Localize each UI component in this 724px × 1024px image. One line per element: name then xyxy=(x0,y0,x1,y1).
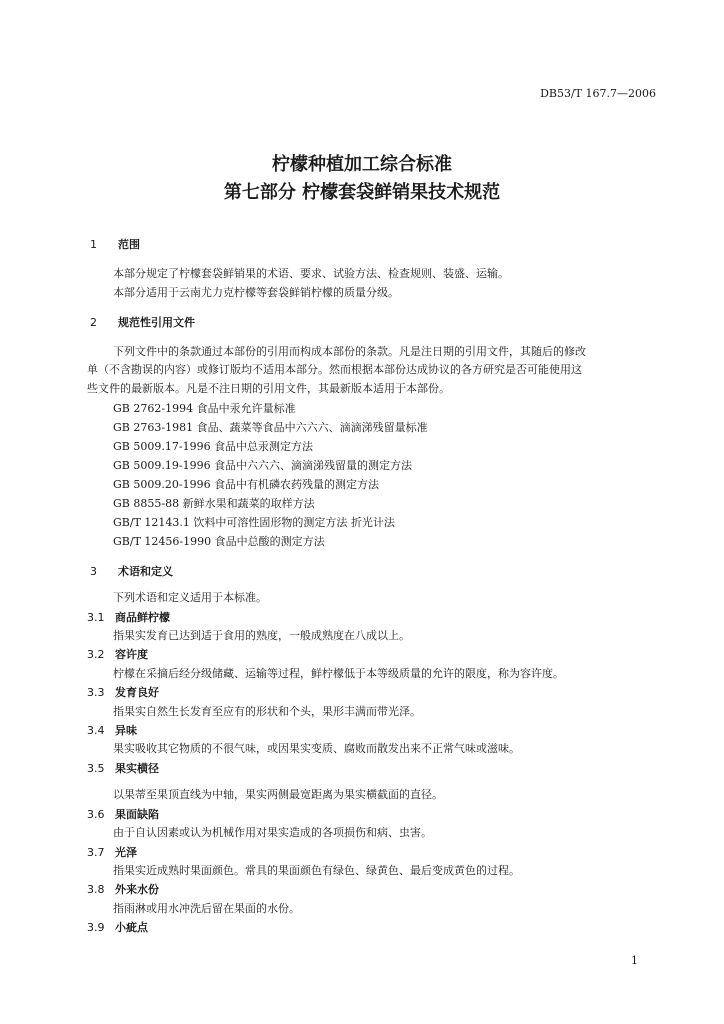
section-number: 3 xyxy=(90,565,97,578)
term-number: 3.2 xyxy=(87,648,105,661)
term-definition: 指果实近成熟时果面颜色。常具的果面颜色有绿色、绿黄色、最后变成黄色的过程。 xyxy=(113,864,520,877)
section-title: 术语和定义 xyxy=(118,565,173,578)
term-number: 3.9 xyxy=(87,921,105,934)
term-heading xyxy=(87,808,159,822)
term-definition: 柠檬在采摘后经分级储藏、运输等过程，鲜柠檬低于本等级质量的允许的限度，称为容许度。 xyxy=(113,667,564,680)
term-number: 3.3 xyxy=(87,686,105,699)
term-heading xyxy=(87,846,137,860)
term-number: 3.6 xyxy=(87,808,105,821)
term-number: 3.4 xyxy=(87,724,105,737)
term-number: 3.1 xyxy=(87,611,105,624)
term-definition: 由于自认因素或认为机械作用对果实造成的各项损伤和病、虫害。 xyxy=(113,826,432,839)
paragraph: 单（不含勘误的内容）或修订版均不适用本部分。然而根据本部份达成协议的各方研究是否可能使用这 xyxy=(87,363,582,376)
reference-item: GB 5009.19-1996 食品中六六六、滴滴涕残留量的测定方法 xyxy=(113,459,413,472)
term-title: 果实横径 xyxy=(115,762,159,775)
term-heading xyxy=(87,686,159,700)
reference-item: GB 2763-1981 食品、蔬菜等食品中六六六、滴滴涕残留量标准 xyxy=(113,421,428,434)
term-title: 异味 xyxy=(115,724,137,737)
section-number: 2 xyxy=(90,316,97,329)
term-title: 果面缺陷 xyxy=(115,808,159,821)
term-number: 3.8 xyxy=(87,883,105,896)
section-title: 规范性引用文件 xyxy=(118,316,195,329)
reference-item: GB 5009.17-1996 食品中总汞测定方法 xyxy=(113,440,314,453)
term-definition: 指果实自然生长发育至应有的形状和个头，果形丰满而带光泽。 xyxy=(113,705,421,718)
paragraph: 些文件的最新版本。凡是不注日期的引用文件，其最新版本适用于本部份。 xyxy=(87,382,450,395)
paragraph: 本部分适用于云南尤力克柠檬等套袋鲜销柠檬的质量分级。 xyxy=(113,286,399,299)
term-heading xyxy=(87,611,170,625)
term-title: 光泽 xyxy=(115,846,137,859)
term-definition: 指雨淋或用水冲洗后留在果面的水份。 xyxy=(113,902,300,915)
term-heading xyxy=(87,883,159,897)
term-number: 3.5 xyxy=(87,762,105,775)
document-subtitle: 第七部分 柠檬套袋鲜销果技术规范 xyxy=(223,182,501,203)
term-title: 小疵点 xyxy=(115,921,148,934)
standard-code: DB53/T 167.7—2006 xyxy=(540,87,656,100)
reference-item: GB/T 12143.1 饮料中可溶性固形物的测定方法 折光计法 xyxy=(113,516,395,529)
term-title: 商品鲜柠檬 xyxy=(115,611,170,624)
term-definition: 果实吸收其它物质的不很气味，或因果实变质、腐败而散发出来不正常气味或滋味。 xyxy=(113,742,520,755)
document-title: 柠檬种植加工综合标准 xyxy=(272,154,452,175)
term-title: 外来水份 xyxy=(115,883,159,896)
term-definition: 以果蒂至果顶直线为中轴，果实两侧最宽距离为果实横截面的直径。 xyxy=(113,788,443,801)
reference-item: GB 5009.20-1996 食品中有机磷农药残量的测定方法 xyxy=(113,478,380,491)
paragraph: 下列文件中的条款通过本部份的引用而构成本部份的条款。凡是注日期的引用文件，其随后的修改 xyxy=(113,345,586,358)
term-title: 容许度 xyxy=(115,648,148,661)
section-1-heading xyxy=(90,238,140,252)
paragraph: 下列术语和定义适用于本标准。 xyxy=(113,591,267,604)
reference-item: GB 8855-88 新鲜水果和蔬菜的取样方法 xyxy=(113,497,315,510)
term-heading xyxy=(87,762,159,776)
section-2-heading xyxy=(90,316,195,330)
term-heading xyxy=(87,724,137,738)
reference-item: GB 2762-1994 食品中汞允许量标准 xyxy=(113,402,296,415)
section-3-heading xyxy=(90,565,173,579)
section-title: 范围 xyxy=(118,238,140,251)
term-heading xyxy=(87,921,148,935)
paragraph: 本部分规定了柠檬套袋鲜销果的术语、要求、试验方法、检查规则、装盛、运输。 xyxy=(113,267,509,280)
term-title: 发育良好 xyxy=(115,686,159,699)
reference-item: GB/T 12456-1990 食品中总酸的测定方法 xyxy=(113,535,325,548)
term-definition: 指果实发育已达到适于食用的熟度，一般成熟度在八成以上。 xyxy=(113,629,410,642)
section-number: 1 xyxy=(90,238,97,251)
term-heading xyxy=(87,648,148,662)
page-number: 1 xyxy=(631,954,638,967)
term-number: 3.7 xyxy=(87,846,105,859)
